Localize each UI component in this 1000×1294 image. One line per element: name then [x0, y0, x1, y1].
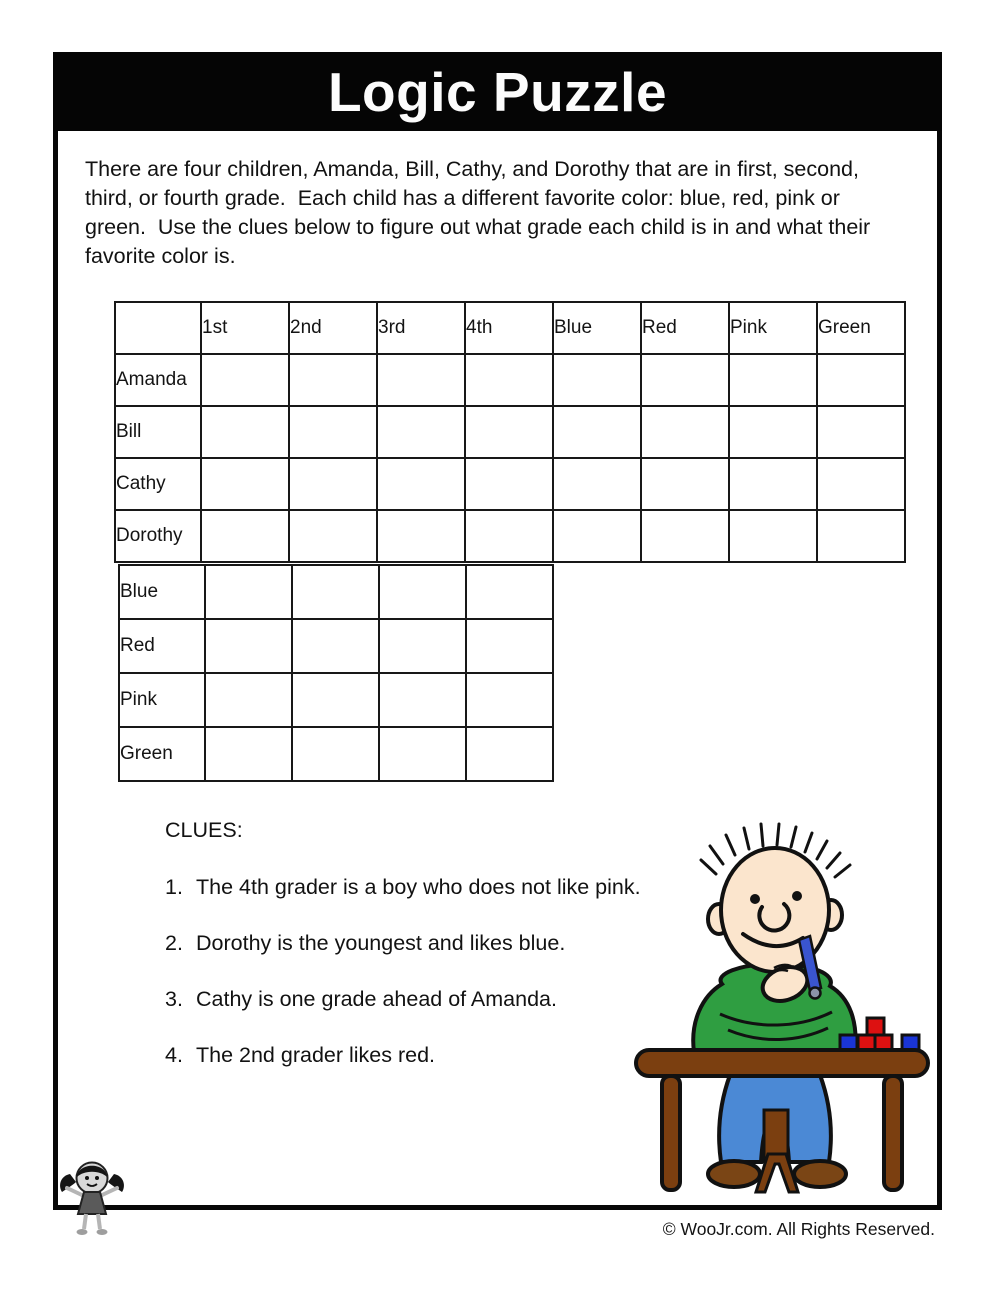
- grid-answer-cell: [292, 619, 379, 673]
- logic-grid-main: [114, 301, 906, 563]
- clue-number: 4.: [165, 1043, 183, 1067]
- right-eye: [792, 891, 802, 901]
- grid-column-header: Green: [817, 302, 905, 354]
- grid-answer-cell: [201, 354, 289, 406]
- clue-item: [165, 875, 641, 900]
- grid-row-header: Cathy: [115, 458, 201, 510]
- grid-row-header: Red: [119, 619, 205, 673]
- grid-column-header: 3rd: [377, 302, 465, 354]
- grid-row-header: Green: [119, 727, 205, 781]
- grid-answer-cell: [377, 458, 465, 510]
- clue-text: The 4th grader is a boy who does not like pink.: [196, 875, 641, 899]
- grid-answer-cell: [729, 510, 817, 562]
- right-shoe: [794, 1161, 846, 1187]
- grid-row: [115, 354, 905, 406]
- intro-line: green. Use the clues below to figure out what grade each child is in and what their: [85, 215, 871, 239]
- grid-answer-cell: [817, 510, 905, 562]
- grid-answer-cell: [292, 727, 379, 781]
- page-title: Logic Puzzle: [327, 60, 668, 123]
- grid-answer-cell: [465, 510, 553, 562]
- left-eye: [750, 894, 760, 904]
- grid-answer-cell: [377, 406, 465, 458]
- clue-number: 3.: [165, 987, 183, 1011]
- grid-answer-cell: [292, 565, 379, 619]
- grid-answer-cell: [641, 510, 729, 562]
- grid-column-header: Blue: [553, 302, 641, 354]
- grid-answer-cell: [553, 458, 641, 510]
- grid-answer-cell: [377, 510, 465, 562]
- grid-answer-cell: [553, 354, 641, 406]
- grid-row: [115, 406, 905, 458]
- clue-item: [165, 1043, 641, 1068]
- grid-answer-cell: [379, 619, 466, 673]
- grid-header-row: [115, 302, 905, 354]
- grid-row-header: Amanda: [115, 354, 201, 406]
- grid-answer-cell: [465, 458, 553, 510]
- grid-answer-cell: [553, 406, 641, 458]
- intro-line: favorite color is.: [85, 244, 236, 268]
- grid-answer-cell: [466, 727, 553, 781]
- grid-answer-cell: [201, 458, 289, 510]
- grid-answer-cell: [465, 406, 553, 458]
- grid-answer-cell: [205, 727, 292, 781]
- clue-text: The 2nd grader likes red.: [196, 1043, 436, 1067]
- grid-answer-cell: [466, 565, 553, 619]
- title-bar: [53, 52, 942, 131]
- clues-heading: CLUES:: [165, 818, 243, 842]
- clue-number: 2.: [165, 931, 183, 955]
- grid-answer-cell: [553, 510, 641, 562]
- clues-list: [165, 875, 641, 1068]
- grid-row: [115, 510, 905, 562]
- grid-answer-cell: [379, 565, 466, 619]
- intro-line: There are four children, Amanda, Bill, Cathy, and Dorothy that are in first, second,: [85, 157, 859, 181]
- boy-at-desk-illustration: [622, 822, 942, 1202]
- grid-answer-cell: [729, 354, 817, 406]
- grid-column-header: 1st: [201, 302, 289, 354]
- grid-row: [119, 565, 553, 619]
- grid-row: [119, 619, 553, 673]
- intro-line: third, or fourth grade. Each child has a different favorite color: blue, red, pink or: [85, 186, 840, 210]
- grid-answer-cell: [201, 406, 289, 458]
- intro-paragraph: [85, 155, 870, 271]
- grid-answer-cell: [817, 406, 905, 458]
- grid-answer-cell: [205, 673, 292, 727]
- grid-answer-cell: [205, 565, 292, 619]
- clue-item: [165, 931, 641, 956]
- grid-answer-cell: [289, 510, 377, 562]
- grid-answer-cell: [201, 510, 289, 562]
- grid-answer-cell: [379, 727, 466, 781]
- grid-answer-cell: [289, 354, 377, 406]
- grid-row-header: Bill: [115, 406, 201, 458]
- grid-answer-cell: [641, 354, 729, 406]
- left-shoe: [708, 1161, 760, 1187]
- grid-answer-cell: [205, 619, 292, 673]
- boy-head: [701, 824, 850, 972]
- grid-row: [115, 458, 905, 510]
- clue-item: [165, 987, 641, 1012]
- grid-answer-cell: [466, 619, 553, 673]
- grid-answer-cell: [641, 458, 729, 510]
- grid-row-header: Dorothy: [115, 510, 201, 562]
- grid-row-header: Blue: [119, 565, 205, 619]
- grid-column-header: Pink: [729, 302, 817, 354]
- grid-column-header: Red: [641, 302, 729, 354]
- grid-answer-cell: [729, 406, 817, 458]
- grid-row: [119, 727, 553, 781]
- grid-column-header: 4th: [465, 302, 553, 354]
- grid-row-header: Pink: [119, 673, 205, 727]
- grid-answer-cell: [377, 354, 465, 406]
- woojr-mascot-girl: [56, 1150, 128, 1242]
- clues-section: [165, 818, 641, 1099]
- grid-row: [119, 673, 553, 727]
- grid-corner-cell: [115, 302, 201, 354]
- grid-answer-cell: [641, 406, 729, 458]
- clue-number: 1.: [165, 875, 183, 899]
- grid-answer-cell: [379, 673, 466, 727]
- grid-answer-cell: [289, 406, 377, 458]
- clue-text: Dorothy is the youngest and likes blue.: [196, 931, 566, 955]
- footer-copyright: © WooJr.com. All Rights Reserved.: [662, 1219, 935, 1239]
- grid-answer-cell: [289, 458, 377, 510]
- grid-answer-cell: [465, 354, 553, 406]
- grid-answer-cell: [729, 458, 817, 510]
- grid-column-header: 2nd: [289, 302, 377, 354]
- clue-text: Cathy is one grade ahead of Amanda.: [196, 987, 557, 1011]
- grid-answer-cell: [466, 673, 553, 727]
- grid-answer-cell: [292, 673, 379, 727]
- grid-answer-cell: [817, 458, 905, 510]
- logic-grid-colors: [118, 564, 554, 782]
- grid-answer-cell: [817, 354, 905, 406]
